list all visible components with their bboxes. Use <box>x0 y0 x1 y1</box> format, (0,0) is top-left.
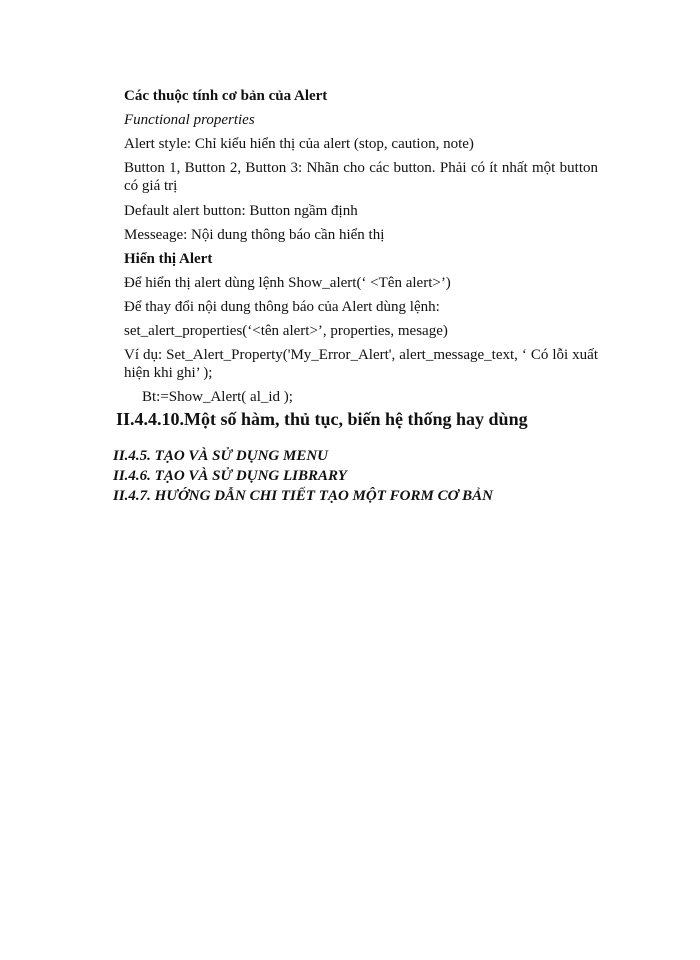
example-text: Ví dụ: Set_Alert_Property('My_Error_Alert', alert_message_text, ‘ Có lỗi xuất hiện khi ghi’ ); <box>124 347 598 381</box>
message-text: Messeage: Nội dung thông báo cần hiển thị <box>124 227 385 243</box>
default-button-text: Default alert button: Button ngầm định <box>124 203 358 219</box>
system-functions-subheading: II.4.4.10.Một số hàm, thủ tục, biến hệ thống hay dùng <box>116 409 528 429</box>
set-alert-syntax: set_alert_properties(‘<tên alert>’, properties, mesage) <box>124 323 448 339</box>
show-alert-heading: Hiển thị Alert <box>124 251 213 267</box>
alert-properties-heading: Các thuộc tính cơ bản của Alert <box>124 88 328 104</box>
section-heading-form: II.4.7. HƯỚNG DẪN CHI TIẾT TẠO MỘT FORM CƠ BẢN <box>113 488 494 504</box>
functional-properties-label: Functional properties <box>124 112 255 128</box>
bt-show-alert-code: Bt:=Show_Alert( al_id ); <box>142 389 293 405</box>
show-alert-instruction: Để hiển thị alert dùng lệnh Show_alert(‘ <Tên alert>’) <box>124 275 451 291</box>
section-heading-library: II.4.6. TẠO VÀ SỬ DỤNG LIBRARY <box>113 468 347 484</box>
change-message-instruction: Để thay đổi nội dung thông báo của Alert dùng lệnh: <box>124 299 440 315</box>
alert-style-text: Alert style: Chỉ kiểu hiển thị của alert (stop, caution, note) <box>124 136 474 152</box>
section-heading-menu: II.4.5. TẠO VÀ SỬ DỤNG MENU <box>113 448 328 464</box>
buttons-text: Button 1, Button 2, Button 3: Nhãn cho các button. Phải có ít nhất một button có giá trị <box>124 160 598 194</box>
